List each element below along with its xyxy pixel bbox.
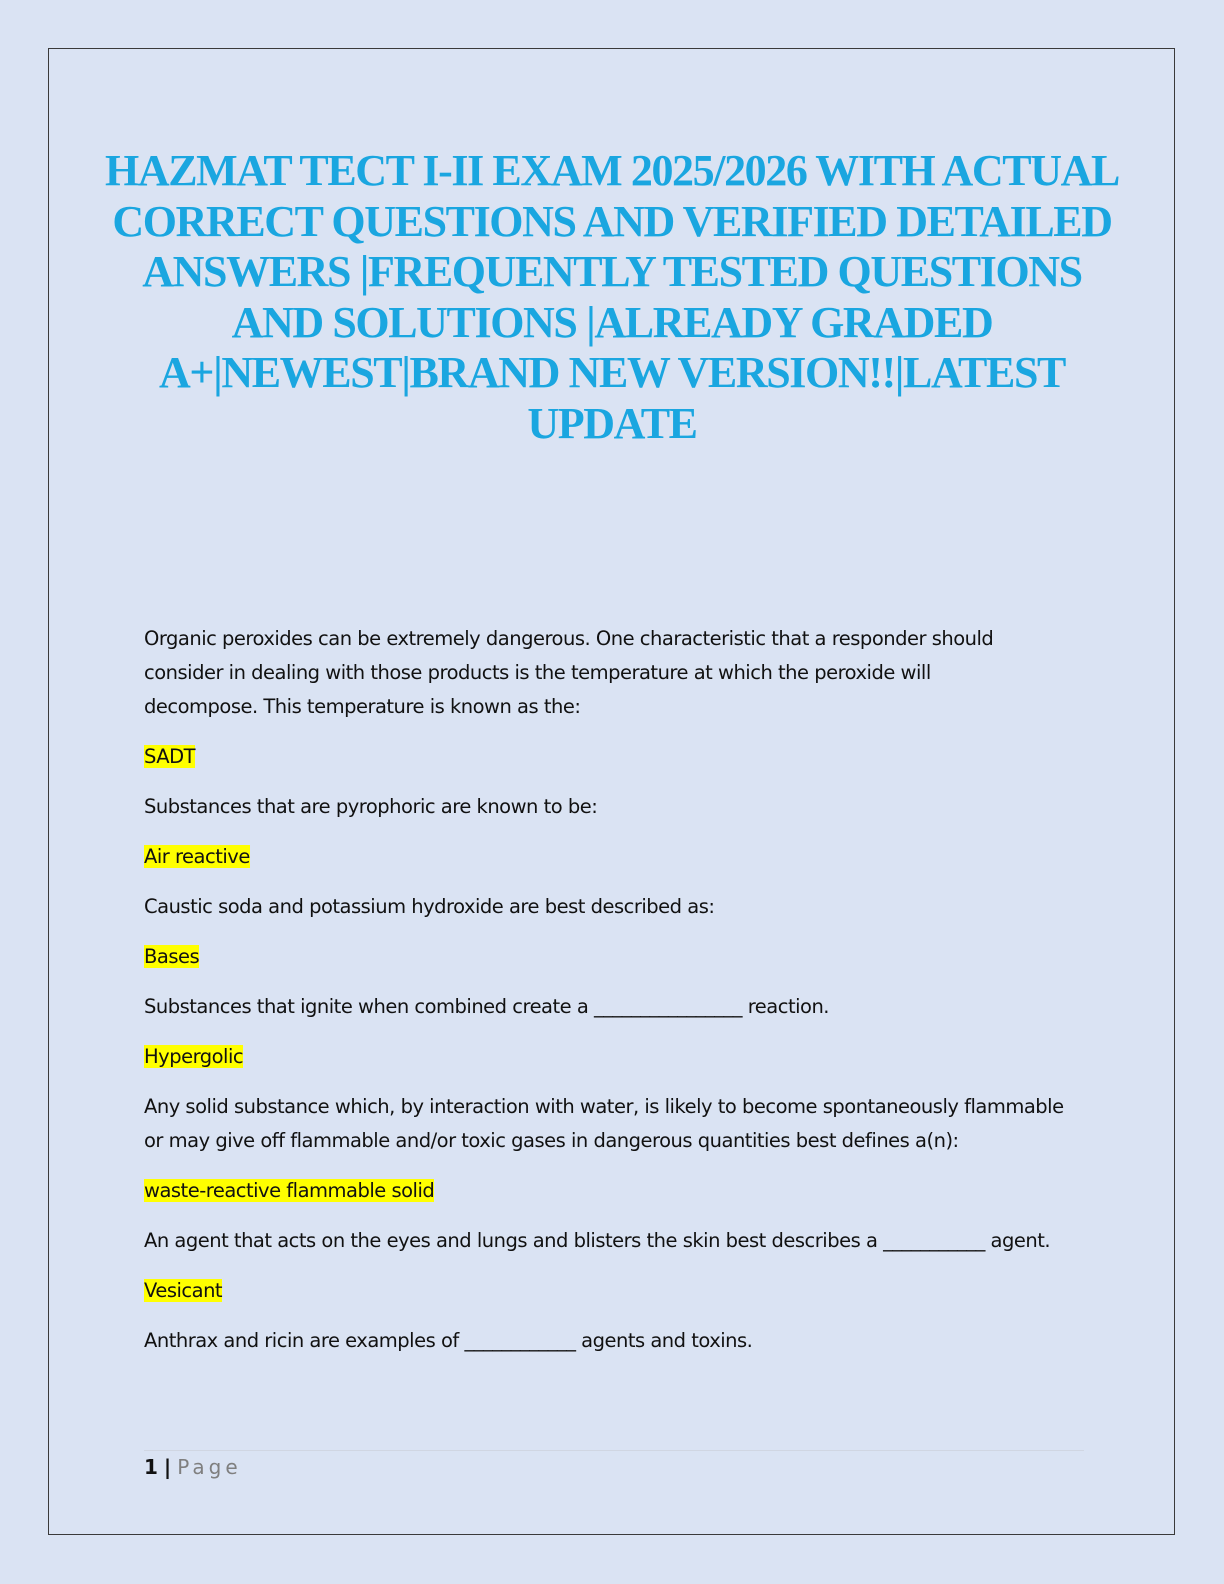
question-4: Substances that ignite when combined create a ________________ reaction. bbox=[144, 995, 830, 1018]
footer-divider bbox=[144, 1450, 1084, 1451]
answer-1-highlight: SADT bbox=[144, 745, 196, 768]
page-label: Page bbox=[177, 1455, 242, 1479]
answer-4 bbox=[144, 1040, 1084, 1074]
document-title: HAZMAT TECT I-II EXAM 2025/2026 WITH ACTUAL CORRECT QUESTIONS AND VERIFIED DETAILED ANSWERS |FREQUENTLY TESTED QUESTIONS AND SOLUTIONS |ALREADY GRADED A+|NEWEST|BRAND NEW VERSION!!|LATEST UPDATE bbox=[105, 146, 1119, 448]
footer-separator: | bbox=[163, 1455, 172, 1479]
question-2: Substances that are pyrophoric are known to be: bbox=[144, 795, 598, 818]
page-footer bbox=[144, 1452, 242, 1482]
answer-3-highlight: Bases bbox=[144, 945, 200, 968]
question-1: Organic peroxides can be extremely dangerous. One characteristic that a responder should consider in dealing with those products is the temperature at which the peroxide will decompose. This temperature is known as the: bbox=[144, 627, 994, 718]
question-5: Any solid substance which, by interaction with water, is likely to become spontaneously flammable or may give off flammable and/or toxic gases in dangerous quantities best defines a(n): bbox=[144, 1095, 1064, 1152]
question-3: Caustic soda and potassium hydroxide are best described as: bbox=[144, 895, 715, 918]
qa-content bbox=[144, 622, 1084, 1374]
question-7: Anthrax and ricin are examples of ____________ agents and toxins. bbox=[144, 1329, 753, 1352]
answer-6-highlight: Vesicant bbox=[144, 1279, 223, 1302]
answer-5 bbox=[144, 1174, 1084, 1208]
page-number: 1 bbox=[144, 1455, 158, 1479]
answer-6 bbox=[144, 1274, 1084, 1308]
answer-4-highlight: Hypergolic bbox=[144, 1045, 244, 1068]
answer-2 bbox=[144, 840, 1084, 874]
answer-5-highlight: waste-reactive flammable solid bbox=[144, 1179, 435, 1202]
question-6: An agent that acts on the eyes and lungs and blisters the skin best describes a ___________ agent. bbox=[144, 1229, 1051, 1252]
answer-1 bbox=[144, 740, 1084, 774]
answer-2-highlight: Air reactive bbox=[144, 845, 250, 868]
answer-3 bbox=[144, 940, 1084, 974]
